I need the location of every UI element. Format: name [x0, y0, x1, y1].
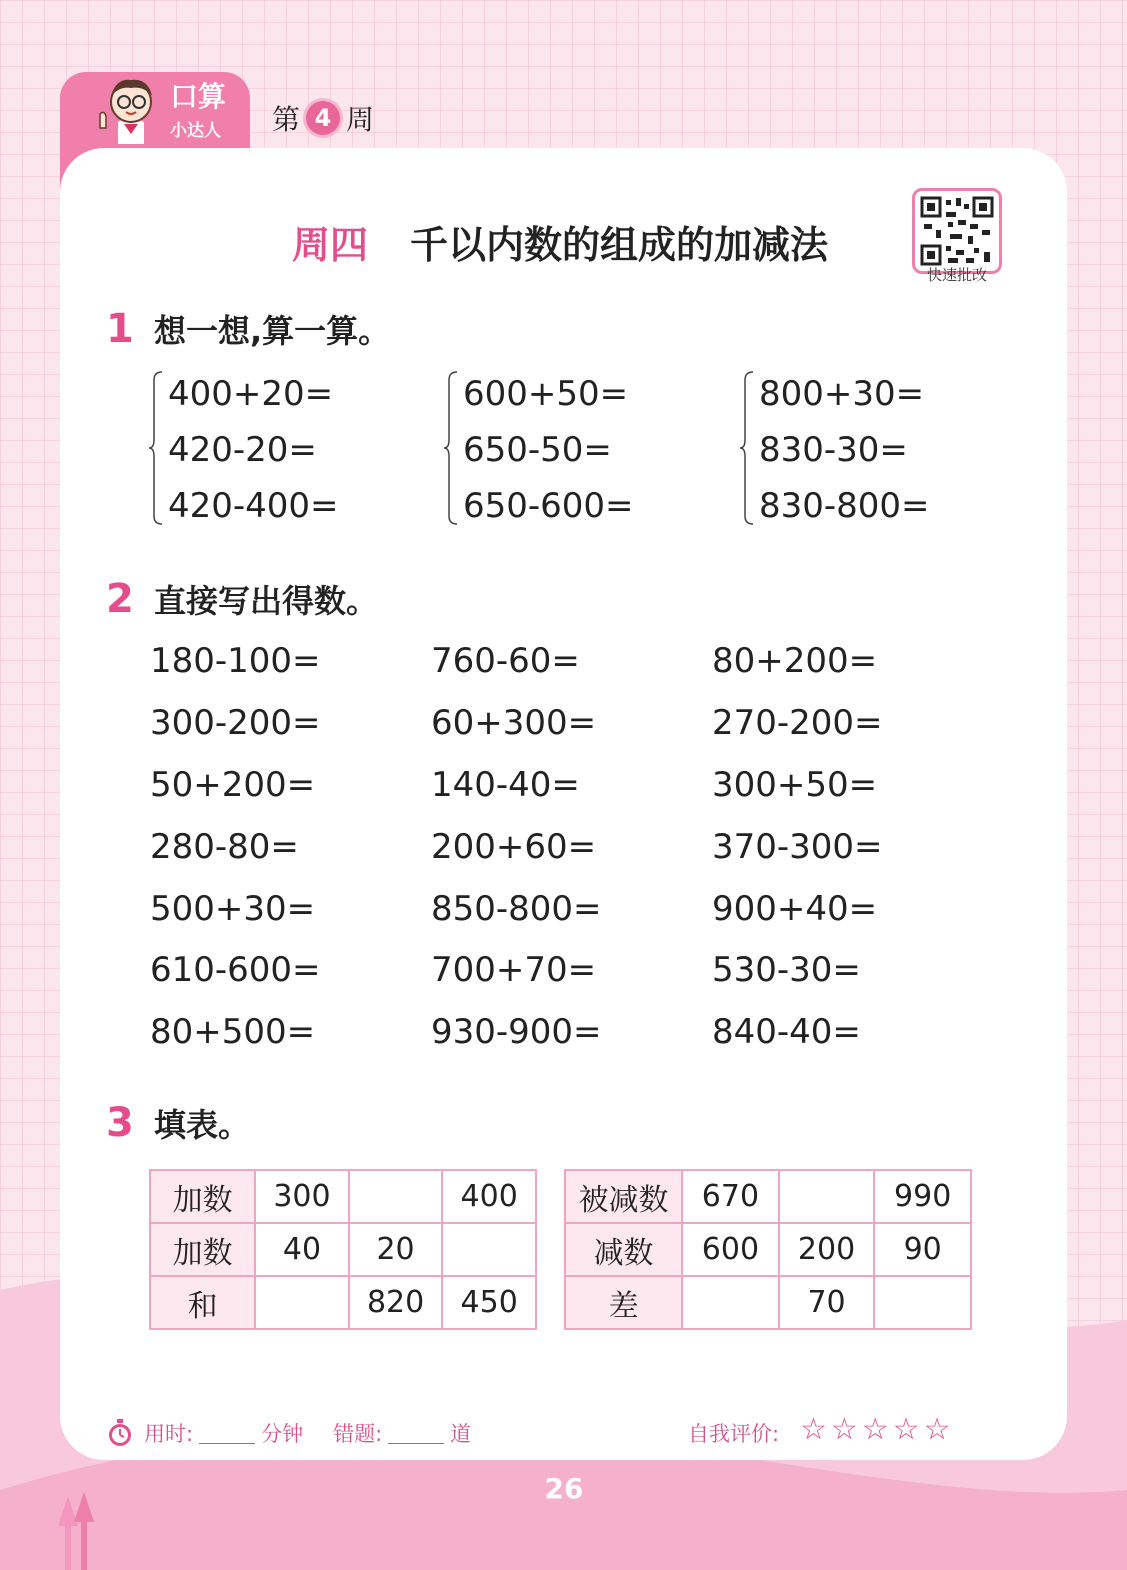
equation: 830-30= [759, 430, 908, 470]
table-row-header: 和 [150, 1276, 255, 1329]
equation: 370-300= [712, 827, 883, 867]
table-row [565, 1223, 971, 1276]
table-row [150, 1170, 536, 1223]
table-row-header: 被减数 [565, 1170, 682, 1223]
table-cell: 20 [349, 1223, 443, 1276]
equation: 650-50= [463, 430, 612, 470]
tab-subtitle: 小达人 [170, 121, 221, 141]
equation: 600+50= [463, 374, 629, 414]
table-row-header: 加数 [150, 1170, 255, 1223]
title-text: 千以内数的组成的加减法 [410, 223, 829, 267]
section-3-heading [106, 1100, 250, 1146]
week-number-badge: 4 [306, 101, 340, 135]
table-cell: 90 [874, 1223, 971, 1276]
equation: 840-40= [712, 1012, 861, 1052]
table-row-header: 加数 [150, 1223, 255, 1276]
arrow-decoration-icon [54, 1492, 98, 1570]
equation: 140-40= [431, 765, 580, 805]
page-number: 26 [544, 1472, 584, 1505]
table-row-header: 减数 [565, 1223, 682, 1276]
equation: 760-60= [431, 641, 580, 681]
table-cell-blank[interactable] [874, 1276, 971, 1329]
equation: 800+30= [759, 374, 925, 414]
subtraction-table [564, 1169, 972, 1330]
equation: 80+500= [150, 1012, 316, 1052]
rating-stars[interactable]: ☆☆☆☆☆ [800, 1412, 955, 1447]
footer-self-eval [688, 1418, 779, 1448]
qr-code-icon [918, 194, 996, 268]
equation: 60+300= [431, 703, 597, 743]
table-cell: 450 [442, 1276, 536, 1329]
section-number: 3 [106, 1100, 134, 1146]
table-cell-blank[interactable] [255, 1276, 349, 1329]
brace-icon [148, 370, 164, 526]
stopwatch-icon [106, 1418, 134, 1448]
table-cell: 670 [682, 1170, 779, 1223]
equation: 180-100= [150, 641, 321, 681]
equation: 830-800= [759, 486, 930, 526]
section-1-heading [106, 306, 390, 352]
brace-icon [443, 370, 459, 526]
errors-label: 错题: [333, 1422, 383, 1446]
section-number: 2 [106, 576, 134, 622]
week-indicator [272, 98, 374, 138]
table-row [565, 1170, 971, 1223]
time-unit: 分钟 [261, 1422, 304, 1446]
section-title: 想一想,算一算。 [154, 312, 391, 350]
section-2-heading [106, 576, 378, 622]
equation: 50+200= [150, 765, 316, 805]
table-cell-blank[interactable] [779, 1170, 875, 1223]
section-title: 直接写出得数。 [154, 582, 379, 620]
table-cell-blank[interactable] [442, 1223, 536, 1276]
equation: 300+50= [712, 765, 878, 805]
equation: 420-20= [168, 430, 317, 470]
footer-time-errors [106, 1418, 471, 1448]
qr-label: 快速批改 [926, 266, 987, 284]
equation: 280-80= [150, 827, 299, 867]
self-eval-label: 自我评价: [688, 1422, 780, 1446]
table-row [150, 1276, 536, 1329]
equation: 270-200= [712, 703, 883, 743]
equation: 420-400= [168, 486, 339, 526]
table-cell-blank[interactable] [349, 1170, 443, 1223]
equation: 300-200= [150, 703, 321, 743]
week-suffix: 周 [346, 103, 375, 136]
brace-icon [739, 370, 755, 526]
table-cell: 200 [779, 1223, 875, 1276]
tab-title: 口算 [170, 80, 227, 113]
equation: 850-800= [431, 889, 602, 929]
equation: 400+20= [168, 374, 334, 414]
table-row [565, 1276, 971, 1329]
equation: 610-600= [150, 950, 321, 990]
qr-code[interactable] [912, 188, 1002, 274]
table-cell: 70 [779, 1276, 875, 1329]
equation: 650-600= [463, 486, 634, 526]
week-prefix: 第 [272, 103, 301, 136]
title-day: 周四 [292, 223, 369, 267]
table-cell: 40 [255, 1223, 349, 1276]
table-row-header: 差 [565, 1276, 682, 1329]
time-label: 用时: [144, 1422, 194, 1446]
table-cell: 400 [442, 1170, 536, 1223]
table-cell: 820 [349, 1276, 443, 1329]
errors-unit: 道 [450, 1422, 472, 1446]
equation: 80+200= [712, 641, 878, 681]
section-title: 填表。 [154, 1106, 251, 1144]
time-blank[interactable] [199, 1423, 255, 1444]
equation: 200+60= [431, 827, 597, 867]
table-cell-blank[interactable] [682, 1276, 779, 1329]
table-cell: 990 [874, 1170, 971, 1223]
equation: 930-900= [431, 1012, 602, 1052]
errors-blank[interactable] [388, 1423, 444, 1444]
table-cell: 300 [255, 1170, 349, 1223]
equation: 900+40= [712, 889, 878, 929]
table-row [150, 1223, 536, 1276]
equation: 530-30= [712, 950, 861, 990]
page-title [292, 214, 828, 269]
equation: 500+30= [150, 889, 316, 929]
mascot-icon [78, 74, 168, 150]
section-number: 1 [106, 306, 134, 352]
equation: 700+70= [431, 950, 597, 990]
table-cell: 600 [682, 1223, 779, 1276]
addition-table [149, 1169, 537, 1330]
